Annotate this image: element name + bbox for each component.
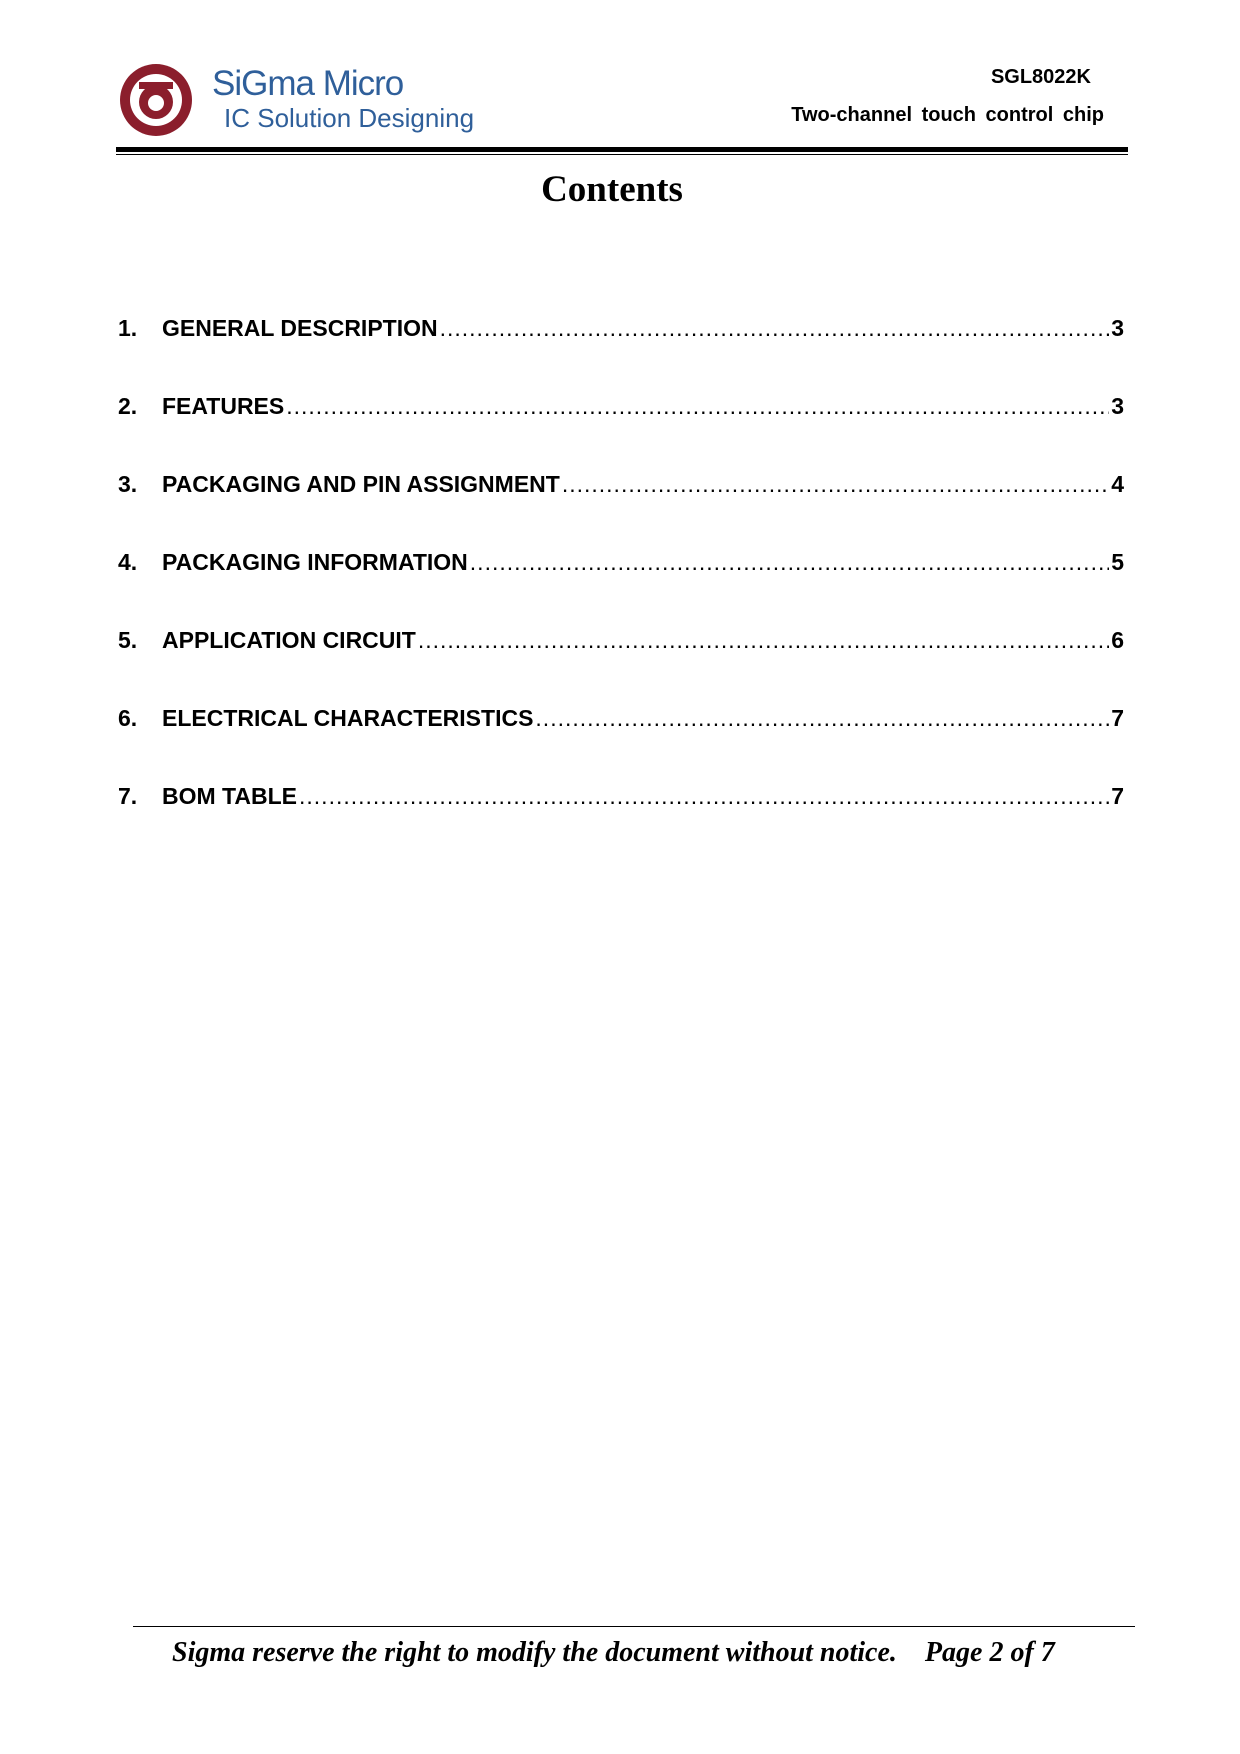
toc-entry-application-circuit[interactable]: [118, 627, 1124, 705]
toc-page-number: 3: [1111, 315, 1124, 341]
document-subtitle: Two-channel touch control chip: [791, 104, 1104, 126]
toc-dot-leader: [418, 627, 1109, 654]
logo-wordmark: [212, 66, 474, 131]
toc-number: 4.: [118, 549, 138, 575]
header-divider: [116, 147, 1128, 152]
toc-entry-packaging-information[interactable]: [118, 549, 1124, 627]
logo-name: SiGma Micro: [212, 64, 404, 103]
document-id: SGL8022K: [990, 66, 1091, 88]
footer-notice: Sigma reserve the right to modify the document without notice.: [172, 1637, 897, 1668]
toc-label: PACKAGING AND PIN ASSIGNMENT: [162, 471, 560, 497]
toc-page-number: 5: [1111, 549, 1124, 575]
toc-label: APPLICATION CIRCUIT: [162, 627, 416, 653]
toc-number: 2.: [118, 393, 138, 419]
sigma-micro-logo-icon: [116, 60, 196, 140]
toc-entry-features[interactable]: [118, 393, 1124, 471]
toc-page-number: 7: [1111, 705, 1124, 731]
toc-label: GENERAL DESCRIPTION: [162, 315, 438, 341]
toc-entry-bom-table[interactable]: [118, 783, 1124, 861]
toc-dot-leader: [562, 471, 1109, 498]
toc-dot-leader: [470, 549, 1109, 576]
footer-divider: [133, 1626, 1135, 1627]
page-header: [116, 60, 1128, 155]
footer-page-number: Page 2 of 7: [924, 1637, 1055, 1668]
toc-label: PACKAGING INFORMATION: [162, 549, 468, 575]
toc-entry-general-description[interactable]: [118, 315, 1124, 393]
toc-number: 1.: [118, 315, 138, 341]
toc-dot-leader: [535, 705, 1109, 732]
toc-label: BOM TABLE: [162, 783, 298, 809]
toc-entry-packaging-and-pin-assignment[interactable]: [118, 471, 1124, 549]
toc-page-number: 3: [1111, 393, 1124, 419]
toc-page-number: 7: [1111, 783, 1124, 809]
header-divider-thin: [116, 154, 1128, 155]
table-of-contents: [118, 315, 1124, 861]
toc-number: 3.: [118, 471, 138, 497]
toc-number: 7.: [118, 783, 138, 809]
logo-tagline: IC Solution Designing: [224, 103, 475, 133]
toc-number: 5.: [118, 627, 138, 653]
toc-page-number: 6: [1111, 627, 1124, 653]
toc-label: ELECTRICAL CHARACTERISTICS: [162, 705, 534, 731]
toc-page-number: 4: [1111, 471, 1124, 497]
page-footer: [172, 1637, 1102, 1669]
toc-entry-electrical-characteristics[interactable]: [118, 705, 1124, 783]
toc-dot-leader: [299, 783, 1109, 810]
toc-label: FEATURES: [162, 393, 285, 419]
toc-dot-leader: [440, 315, 1110, 342]
toc-number: 6.: [118, 705, 138, 731]
page-title: Contents: [541, 169, 683, 210]
toc-dot-leader: [286, 393, 1109, 420]
